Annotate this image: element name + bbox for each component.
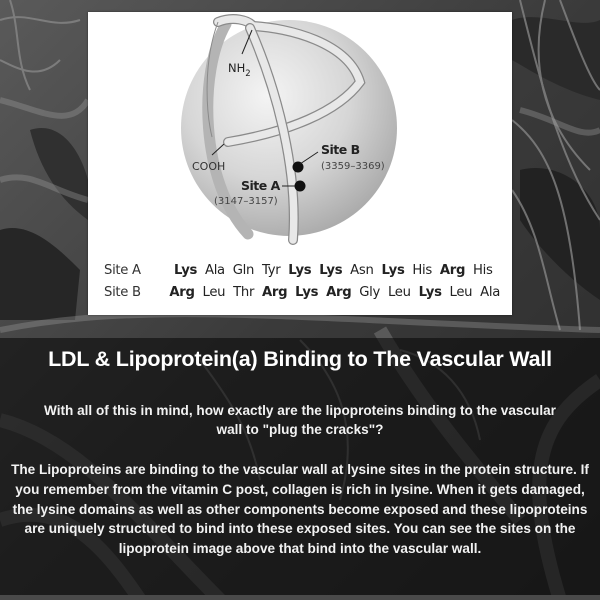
residue: Gln <box>232 263 255 278</box>
residue: Arg <box>169 285 195 300</box>
residue: Lys <box>418 285 442 300</box>
residue: His <box>412 263 432 278</box>
residue: Lys <box>295 285 319 300</box>
residue: Arg <box>326 285 352 300</box>
sequence-row-site-b <box>104 282 504 304</box>
lipoprotein-figure-panel <box>88 12 512 315</box>
page-title: LDL & Lipoprotein(a) Binding to The Vascular Wall <box>48 347 552 371</box>
residue: His <box>473 263 493 278</box>
residue: Leu <box>387 285 411 300</box>
site-a-marker <box>295 181 306 192</box>
residue: Ala <box>204 263 225 278</box>
residue-list <box>174 260 497 282</box>
residue: Asn <box>350 263 374 278</box>
sequence-row-label: Site B <box>104 285 141 300</box>
residue: Arg <box>439 263 466 278</box>
residue: Thr <box>233 285 255 300</box>
intro-question: With all of this in mind, how exactly are the lipoproteins binding to the vascular wall to "plug the cracks"? <box>44 403 556 437</box>
residue: Lys <box>381 263 405 278</box>
residue: Lys <box>174 263 198 278</box>
sequence-row-site-a <box>104 260 504 282</box>
sequence-table <box>104 260 504 304</box>
residue: Lys <box>319 263 343 278</box>
cooh-label: COOH <box>192 160 226 173</box>
residue: Leu <box>202 285 226 300</box>
residue: Ala <box>480 285 500 300</box>
residue: Lys <box>288 263 312 278</box>
residue: Tyr <box>262 263 281 278</box>
site-a-label: Site A <box>241 178 280 193</box>
residue: Gly <box>359 285 381 300</box>
site-a-range: (3147–3157) <box>214 196 278 207</box>
site-b-label: Site B <box>321 142 360 157</box>
sequence-row-label: Site A <box>104 263 141 278</box>
bottom-strip <box>0 595 600 600</box>
residue: Arg <box>261 285 288 300</box>
body-paragraph: The Lipoproteins are binding to the vascular wall at lysine sites in the protein structure. If you remember from the vitamin C post, collagen is rich in lysine. When it gets damaged, the lysine domains as well as other components become exposed and these lipoproteins are uniquely structured to bind into these exposed sites. You can see the sites on the lipoprotein image above that bind into the vascular wall. <box>11 462 589 557</box>
residue-list <box>169 282 504 304</box>
site-b-range: (3359–3369) <box>321 161 385 172</box>
residue: Leu <box>449 285 473 300</box>
nh2-label: $NH_2$ <box>228 61 251 79</box>
lipoprotein-diagram <box>88 12 512 252</box>
